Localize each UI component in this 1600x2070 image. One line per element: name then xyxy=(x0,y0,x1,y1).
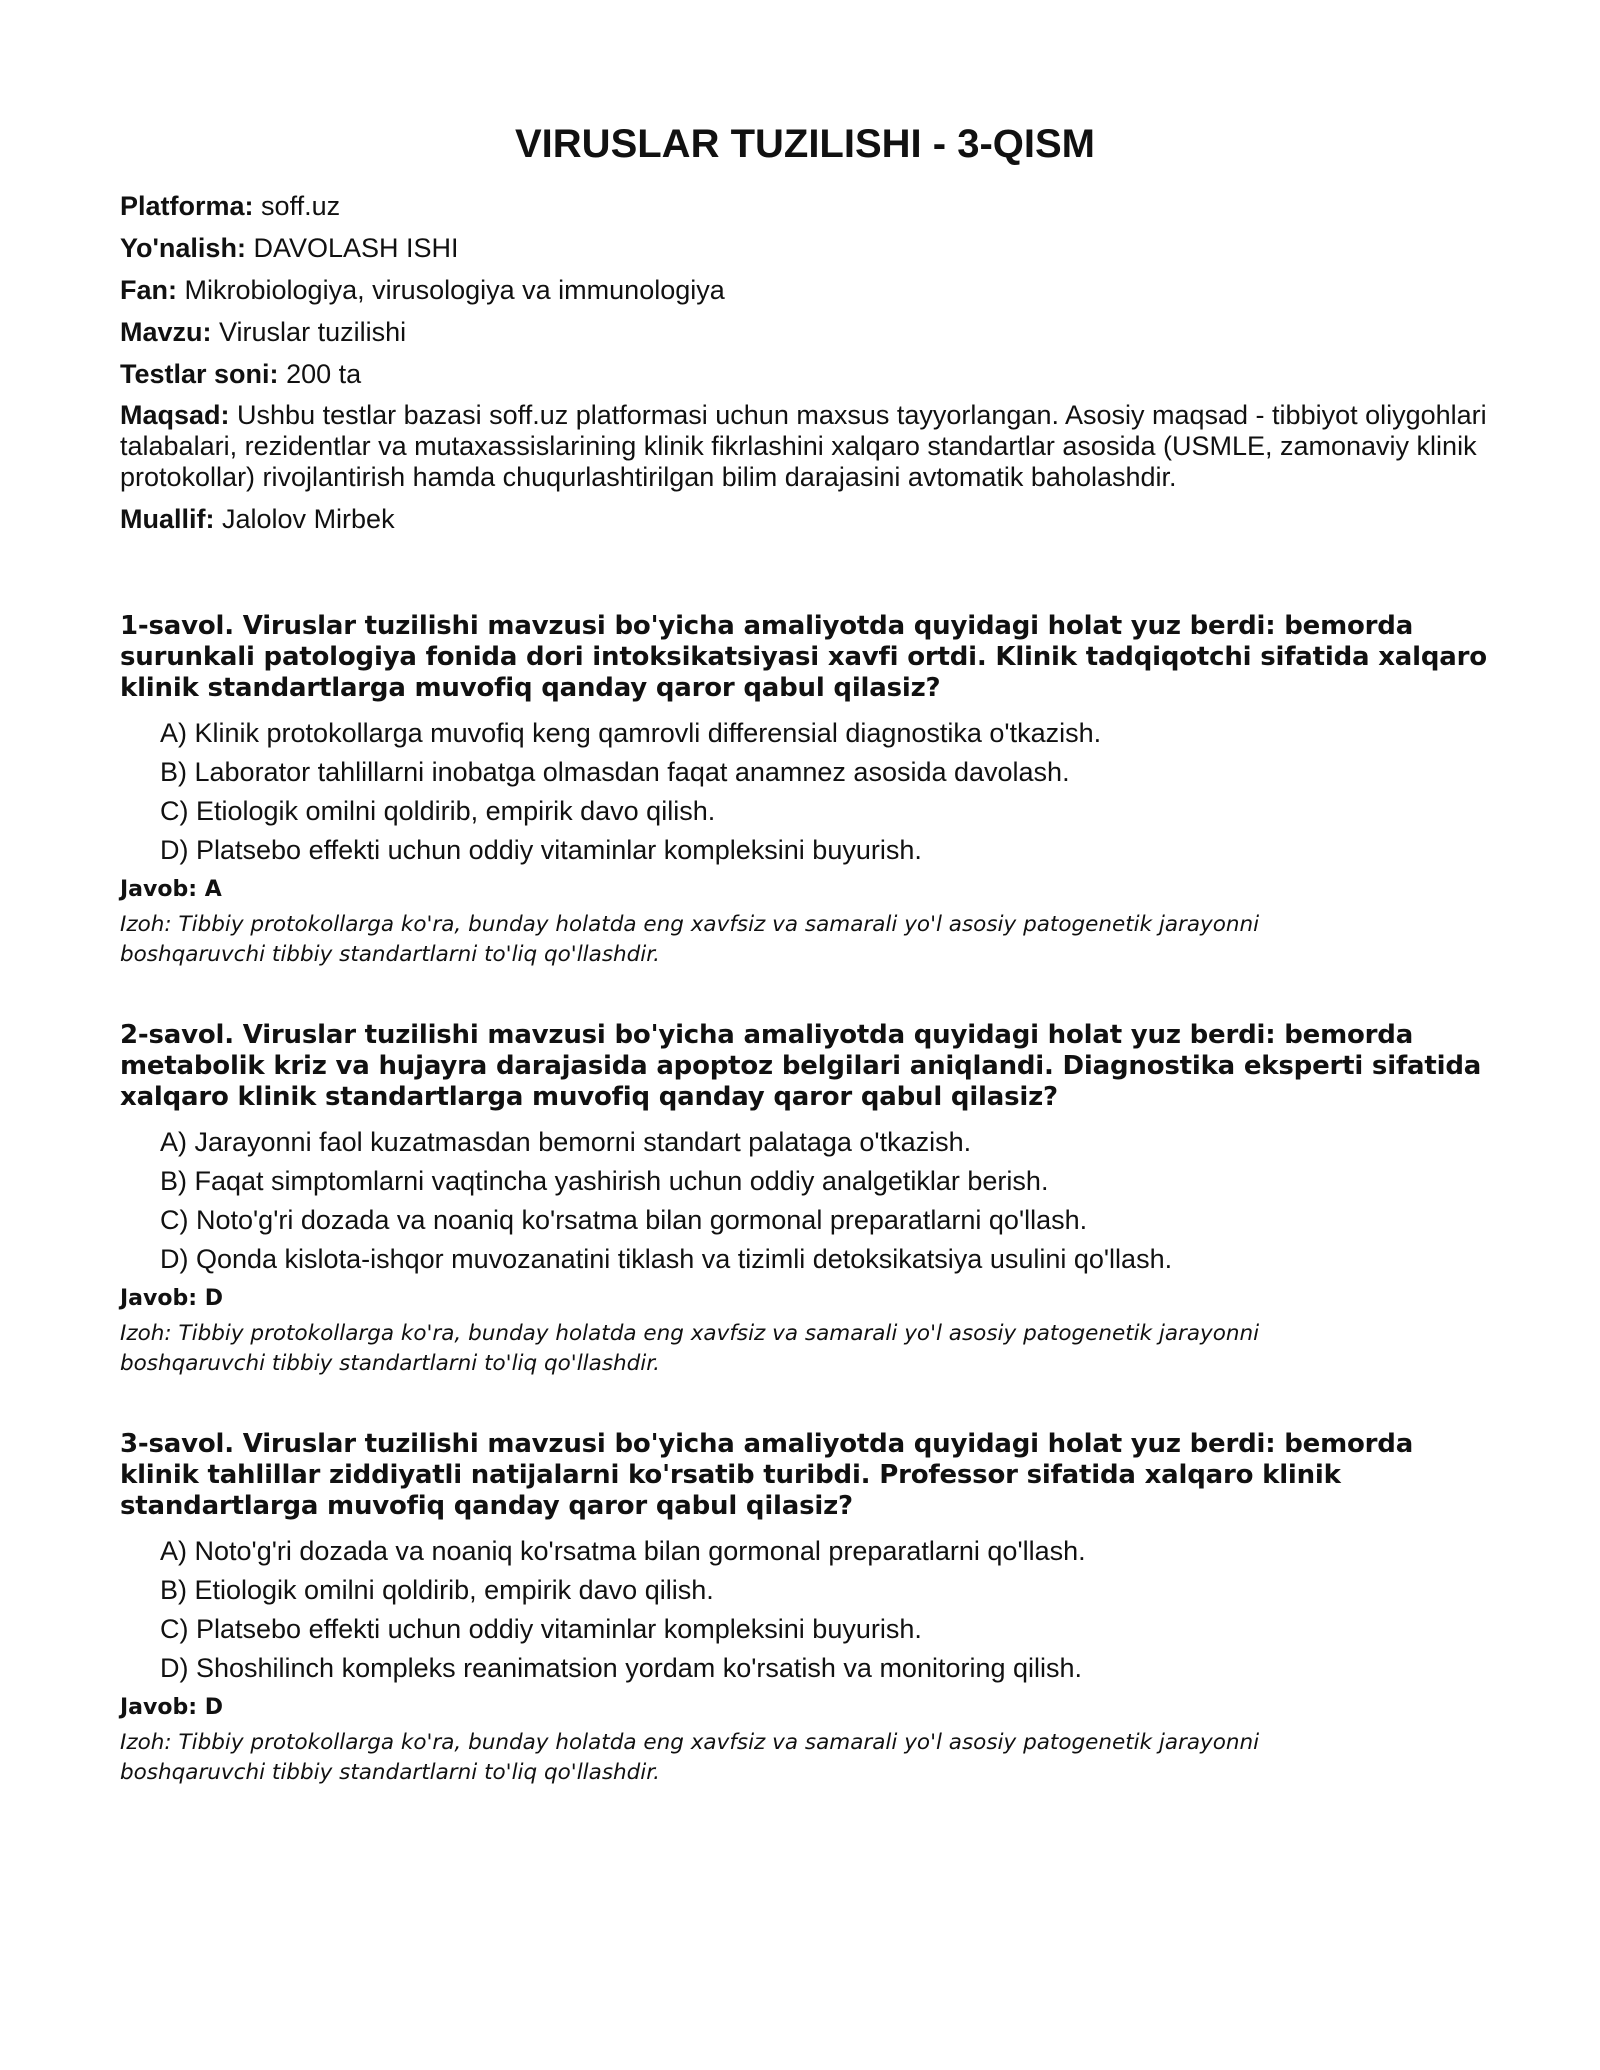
meta-direction-label: Yo'nalish: xyxy=(120,233,246,263)
explanation-note: Izoh: Tibbiy protokollarga ko'ra, bunday holatda eng xavfsiz va samarali yo'l asosiy patogenetik jarayonni boshqaruvchi tibbiy standartlarni to'liq qo'llashdir. xyxy=(120,1730,1260,1785)
question-2 xyxy=(120,1020,1490,1379)
option-a: A) Klinik protokollarga muvofiq keng qamrovli differensial diagnostika o'tkazish. xyxy=(160,718,1102,748)
option-b: B) Faqat simptomlarni vaqtincha yashirish uchun oddiy analgetiklar berish. xyxy=(160,1166,1049,1196)
answer-label: Javob: D xyxy=(120,1286,223,1311)
explanation-note: Izoh: Tibbiy protokollarga ko'ra, bunday holatda eng xavfsiz va samarali yo'l asosiy patogenetik jarayonni boshqaruvchi tibbiy standartlarni to'liq qo'llashdir. xyxy=(120,1321,1260,1376)
meta-purpose xyxy=(120,400,1490,493)
option-c: C) Platsebo effekti uchun oddiy vitaminlar kompleksini buyurish. xyxy=(160,1614,922,1644)
meta-subject-label: Fan: xyxy=(120,275,177,305)
meta-purpose-value: Ushbu testlar bazasi soff.uz platformasi uchun maxsus tayyorlangan. Asosiy maqsad - tibbiyot oliygohlari talabalari, rezidentlar va mutaxassislarining klinik fikrlashini xalqaro standartlar asosida (USMLE, zamonaviy klinik protokollar) rivojlantirish hamda chuqurlashtirilgan bilim darajasini avtomatik baholashdir. xyxy=(120,400,1487,492)
question-text: 2-savol. Viruslar tuzilishi mavzusi bo'yicha amaliyotda quyidagi holat yuz berdi: bemorda metabolik kriz va hujayra darajasida apoptoz belgilari aniqlandi. Diagnostika eksperti sifatida xalqaro klinik standartlarga muvofiq qanday qaror qabul qilasiz? xyxy=(120,1020,1482,1112)
meta-subject xyxy=(120,274,1490,306)
meta-test-count-value: 200 ta xyxy=(286,359,362,389)
option-a: A) Noto'g'ri dozada va noaniq ko'rsatma bilan gormonal preparatlarni qo'llash. xyxy=(160,1536,1086,1566)
meta-test-count xyxy=(120,358,1490,390)
meta-topic-value: Viruslar tuzilishi xyxy=(219,317,407,347)
meta-direction xyxy=(120,232,1490,264)
meta-topic xyxy=(120,316,1490,348)
meta-direction-value: DAVOLASH ISHI xyxy=(253,233,459,263)
option-d: D) Shoshilinch kompleks reanimatsion yordam ko'rsatish va monitoring qilish. xyxy=(160,1653,1083,1683)
option-list xyxy=(160,1126,1490,1275)
option-d: D) Platsebo effekti uchun oddiy vitaminlar kompleksini buyurish. xyxy=(160,835,922,865)
question-3 xyxy=(120,1429,1490,1788)
option-c: C) Etiologik omilni qoldirib, empirik davo qilish. xyxy=(160,796,716,826)
question-list xyxy=(120,611,1490,1788)
document-title: VIRUSLAR TUZILISHI - 3-QISM xyxy=(515,122,1095,166)
meta-author-value: Jalolov Mirbek xyxy=(222,504,395,534)
question-1 xyxy=(120,611,1490,970)
answer-label: Javob: A xyxy=(120,877,222,902)
meta-test-count-label: Testlar soni: xyxy=(120,359,279,389)
meta-author-label: Muallif: xyxy=(120,504,215,534)
question-text: 3-savol. Viruslar tuzilishi mavzusi bo'yicha amaliyotda quyidagi holat yuz berdi: bemorda klinik tahlillar ziddiyatli natijalarni ko'rsatib turibdi. Professor sifatida xalqaro klinik standartlarga muvofiq qanday qaror qabul qilasiz? xyxy=(120,1429,1414,1521)
meta-author xyxy=(120,503,1490,535)
meta-platform xyxy=(120,190,1490,222)
meta-platform-label: Platforma: xyxy=(120,191,254,221)
option-a: A) Jarayonni faol kuzatmasdan bemorni standart palataga o'tkazish. xyxy=(160,1127,972,1157)
explanation-note: Izoh: Tibbiy protokollarga ko'ra, bunday holatda eng xavfsiz va samarali yo'l asosiy patogenetik jarayonni boshqaruvchi tibbiy standartlarni to'liq qo'llashdir. xyxy=(120,912,1260,967)
metadata-block xyxy=(120,190,1490,535)
question-text: 1-savol. Viruslar tuzilishi mavzusi bo'yicha amaliyotda quyidagi holat yuz berdi: bemorda surunkali patologiya fonida dori intoksikatsiyasi xavfi ortdi. Klinik tadqiqotchi sifatida xalqaro klinik standartlarga muvofiq qanday qaror qabul qilasiz? xyxy=(120,611,1487,703)
option-list xyxy=(160,717,1490,866)
option-b: B) Laborator tahlillarni inobatga olmasdan faqat anamnez asosida davolash. xyxy=(160,757,1070,787)
answer-label: Javob: D xyxy=(120,1695,223,1720)
option-list xyxy=(160,1535,1490,1684)
meta-subject-value: Mikrobiologiya, virusologiya va immunologiya xyxy=(184,275,725,305)
option-d: D) Qonda kislota-ishqor muvozanatini tiklash va tizimli detoksikatsiya usulini qo'llash. xyxy=(160,1244,1173,1274)
option-b: B) Etiologik omilni qoldirib, empirik davo qilish. xyxy=(160,1575,714,1605)
document-page xyxy=(120,120,1490,1838)
meta-purpose-label: Maqsad: xyxy=(120,400,230,430)
option-c: C) Noto'g'ri dozada va noaniq ko'rsatma bilan gormonal preparatlarni qo'llash. xyxy=(160,1205,1088,1235)
meta-platform-value: soff.uz xyxy=(261,191,341,221)
meta-topic-label: Mavzu: xyxy=(120,317,212,347)
